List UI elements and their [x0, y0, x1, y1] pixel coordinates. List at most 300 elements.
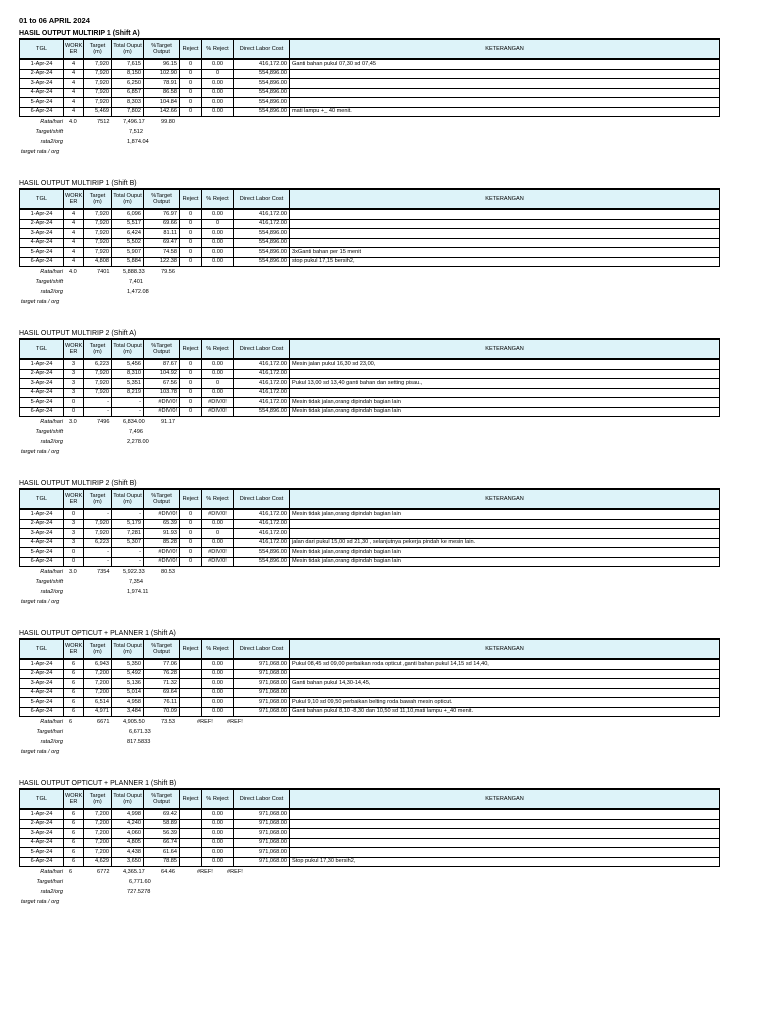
- table-cell[interactable]: 6,424: [112, 229, 144, 239]
- table-cell[interactable]: [180, 819, 202, 829]
- table-cell[interactable]: 0.00: [202, 538, 234, 548]
- table-cell[interactable]: 76.28: [144, 669, 180, 679]
- table-cell[interactable]: 8,150: [112, 69, 144, 79]
- table-cell[interactable]: 4,958: [112, 698, 144, 708]
- table-cell[interactable]: 5,136: [112, 679, 144, 689]
- table-cell[interactable]: 4: [64, 69, 84, 79]
- table-cell[interactable]: -: [84, 548, 112, 558]
- keterangan-cell[interactable]: Mesin tidak jalan,orang dipindah bagian lain: [290, 398, 720, 408]
- table-cell[interactable]: 416,172.00: [234, 538, 290, 548]
- table-cell[interactable]: -: [84, 509, 112, 519]
- keterangan-cell[interactable]: [290, 688, 720, 698]
- table-cell[interactable]: 6-Apr-24: [20, 407, 64, 417]
- table-cell[interactable]: 4,240: [112, 819, 144, 829]
- keterangan-cell[interactable]: Stop pukul 17,30 bersih2,: [290, 857, 720, 867]
- keterangan-cell[interactable]: Mesin tidak jalan,orang dipindah bagian lain: [290, 407, 720, 417]
- keterangan-cell[interactable]: [290, 809, 720, 819]
- table-cell[interactable]: 5-Apr-24: [20, 848, 64, 858]
- table-cell[interactable]: 554,896.00: [234, 229, 290, 239]
- table-cell[interactable]: 0.00: [202, 698, 234, 708]
- table-cell[interactable]: 971,068.00: [234, 829, 290, 839]
- table-cell[interactable]: 0: [180, 59, 202, 69]
- table-cell[interactable]: 554,896.00: [234, 69, 290, 79]
- table-cell[interactable]: 971,068.00: [234, 679, 290, 689]
- table-cell[interactable]: 416,172.00: [234, 219, 290, 229]
- table-cell[interactable]: 5-Apr-24: [20, 98, 64, 108]
- table-cell[interactable]: 0: [180, 509, 202, 519]
- keterangan-cell[interactable]: Mesin tidak jalan,orang dipindah bagian lain: [290, 509, 720, 519]
- table-cell[interactable]: 0: [180, 238, 202, 248]
- table-cell[interactable]: 416,172.00: [234, 379, 290, 389]
- keterangan-cell[interactable]: Ganti bahan pukul 07,30 sd 07,45: [290, 59, 720, 69]
- table-cell[interactable]: 0: [64, 548, 84, 558]
- table-cell[interactable]: [180, 848, 202, 858]
- table-cell[interactable]: 70.09: [144, 707, 180, 717]
- table-cell[interactable]: 78.85: [144, 857, 180, 867]
- table-cell[interactable]: 971,068.00: [234, 838, 290, 848]
- table-cell[interactable]: 0: [180, 257, 202, 267]
- table-cell[interactable]: 91.93: [144, 529, 180, 539]
- keterangan-cell[interactable]: 3xGanti bahan per 15 menit: [290, 248, 720, 258]
- table-cell[interactable]: 0: [180, 79, 202, 89]
- table-cell[interactable]: 416,172.00: [234, 509, 290, 519]
- table-cell[interactable]: 2-Apr-24: [20, 519, 64, 529]
- keterangan-cell[interactable]: stop pukul 17,15 bersih2,: [290, 257, 720, 267]
- keterangan-cell[interactable]: [290, 669, 720, 679]
- table-cell[interactable]: 5,907: [112, 248, 144, 258]
- table-cell[interactable]: 6: [64, 829, 84, 839]
- table-cell[interactable]: 5,884: [112, 257, 144, 267]
- table-cell[interactable]: 1-Apr-24: [20, 509, 64, 519]
- table-cell[interactable]: [180, 857, 202, 867]
- table-cell[interactable]: 7,920: [84, 209, 112, 219]
- table-cell[interactable]: 7,920: [84, 248, 112, 258]
- table-cell[interactable]: 7,200: [84, 819, 112, 829]
- table-cell[interactable]: 4-Apr-24: [20, 238, 64, 248]
- table-cell[interactable]: [180, 669, 202, 679]
- table-cell[interactable]: 6: [64, 819, 84, 829]
- keterangan-cell[interactable]: Mesin jalan pukul 16,30 sd 23,00,: [290, 359, 720, 369]
- table-cell[interactable]: 3: [64, 538, 84, 548]
- keterangan-cell[interactable]: [290, 229, 720, 239]
- table-cell[interactable]: -: [112, 398, 144, 408]
- table-cell[interactable]: 5,456: [112, 359, 144, 369]
- table-cell[interactable]: 5-Apr-24: [20, 548, 64, 558]
- table-cell[interactable]: 3,484: [112, 707, 144, 717]
- table-cell[interactable]: [180, 698, 202, 708]
- table-cell[interactable]: 7,920: [84, 229, 112, 239]
- table-cell[interactable]: 0: [180, 379, 202, 389]
- keterangan-cell[interactable]: Mesin tidak jalan,orang dipindah bagian lain: [290, 548, 720, 558]
- keterangan-cell[interactable]: Pukul 13,00 sd 13,40 ganti bahan dan setting pisau.,: [290, 379, 720, 389]
- table-cell[interactable]: 0: [180, 407, 202, 417]
- table-cell[interactable]: 81.11: [144, 229, 180, 239]
- table-cell[interactable]: 4,060: [112, 829, 144, 839]
- table-cell[interactable]: 416,172.00: [234, 359, 290, 369]
- table-cell[interactable]: 4: [64, 209, 84, 219]
- table-cell[interactable]: -: [112, 509, 144, 519]
- table-cell[interactable]: 0: [202, 69, 234, 79]
- table-cell[interactable]: 0: [180, 548, 202, 558]
- table-cell[interactable]: 1-Apr-24: [20, 809, 64, 819]
- table-cell[interactable]: -: [112, 407, 144, 417]
- table-cell[interactable]: 104.84: [144, 98, 180, 108]
- table-cell[interactable]: 6,223: [84, 359, 112, 369]
- table-cell[interactable]: 6-Apr-24: [20, 107, 64, 117]
- table-cell[interactable]: 0: [202, 529, 234, 539]
- table-cell[interactable]: 971,068.00: [234, 707, 290, 717]
- table-cell[interactable]: 4,438: [112, 848, 144, 858]
- table-cell[interactable]: #DIV/0!: [144, 548, 180, 558]
- table-cell[interactable]: 554,896.00: [234, 248, 290, 258]
- table-cell[interactable]: 8,310: [112, 369, 144, 379]
- table-cell[interactable]: 58.89: [144, 819, 180, 829]
- table-cell[interactable]: 7,200: [84, 848, 112, 858]
- table-cell[interactable]: [180, 838, 202, 848]
- table-cell[interactable]: 971,068.00: [234, 809, 290, 819]
- keterangan-cell[interactable]: Ganti bahan pukul 8,10 -8,30 dan 10,50 sd 11,10,mati lampu +_40 menit.: [290, 707, 720, 717]
- table-cell[interactable]: -: [112, 548, 144, 558]
- keterangan-cell[interactable]: [290, 819, 720, 829]
- table-cell[interactable]: 6,096: [112, 209, 144, 219]
- keterangan-cell[interactable]: Ganti bahan pukul 14,30-14,45,: [290, 679, 720, 689]
- table-cell[interactable]: 0.00: [202, 669, 234, 679]
- table-cell[interactable]: 0.00: [202, 388, 234, 398]
- table-cell[interactable]: [180, 829, 202, 839]
- table-cell[interactable]: 0.00: [202, 519, 234, 529]
- table-cell[interactable]: 0: [64, 407, 84, 417]
- table-cell[interactable]: 554,896.00: [234, 88, 290, 98]
- table-cell[interactable]: 0: [180, 248, 202, 258]
- table-cell[interactable]: 3-Apr-24: [20, 229, 64, 239]
- table-cell[interactable]: 104.92: [144, 369, 180, 379]
- table-cell[interactable]: 61.64: [144, 848, 180, 858]
- table-cell[interactable]: 78.91: [144, 79, 180, 89]
- table-cell[interactable]: 554,896.00: [234, 238, 290, 248]
- table-cell[interactable]: 2-Apr-24: [20, 819, 64, 829]
- table-cell[interactable]: 4: [64, 88, 84, 98]
- table-cell[interactable]: 0.00: [202, 857, 234, 867]
- table-cell[interactable]: 71.32: [144, 679, 180, 689]
- table-cell[interactable]: 4: [64, 238, 84, 248]
- keterangan-cell[interactable]: jalan dari pukul 15,00 sd 21,30 , selanjutnya pekerja pindah ke mesin lain.: [290, 538, 720, 548]
- table-cell[interactable]: 7,920: [84, 79, 112, 89]
- table-cell[interactable]: 0.00: [202, 248, 234, 258]
- table-cell[interactable]: 86.58: [144, 88, 180, 98]
- table-cell[interactable]: 7,920: [84, 88, 112, 98]
- table-cell[interactable]: 971,068.00: [234, 857, 290, 867]
- table-cell[interactable]: 4,808: [84, 257, 112, 267]
- table-cell[interactable]: 4-Apr-24: [20, 838, 64, 848]
- table-cell[interactable]: 7,920: [84, 219, 112, 229]
- keterangan-cell[interactable]: [290, 238, 720, 248]
- keterangan-cell[interactable]: [290, 219, 720, 229]
- table-cell[interactable]: 7,920: [84, 369, 112, 379]
- table-cell[interactable]: 0.00: [202, 809, 234, 819]
- table-cell[interactable]: #DIV/0!: [202, 407, 234, 417]
- table-cell[interactable]: 0.00: [202, 838, 234, 848]
- table-cell[interactable]: 0: [180, 107, 202, 117]
- table-cell[interactable]: 0: [180, 369, 202, 379]
- table-cell[interactable]: 0.00: [202, 707, 234, 717]
- table-cell[interactable]: 6-Apr-24: [20, 257, 64, 267]
- table-cell[interactable]: 7,200: [84, 688, 112, 698]
- table-cell[interactable]: 85.28: [144, 538, 180, 548]
- table-cell[interactable]: 103.78: [144, 388, 180, 398]
- table-cell[interactable]: -: [112, 557, 144, 567]
- table-cell[interactable]: 7,920: [84, 98, 112, 108]
- table-cell[interactable]: 0.00: [202, 829, 234, 839]
- table-cell[interactable]: 3: [64, 369, 84, 379]
- table-cell[interactable]: 3: [64, 529, 84, 539]
- table-cell[interactable]: 554,896.00: [234, 79, 290, 89]
- keterangan-cell[interactable]: [290, 829, 720, 839]
- table-cell[interactable]: 0: [180, 398, 202, 408]
- keterangan-cell[interactable]: [290, 848, 720, 858]
- table-cell[interactable]: 3: [64, 519, 84, 529]
- table-cell[interactable]: 2-Apr-24: [20, 369, 64, 379]
- table-cell[interactable]: 6,223: [84, 538, 112, 548]
- table-cell[interactable]: 4: [64, 219, 84, 229]
- table-cell[interactable]: 416,172.00: [234, 529, 290, 539]
- table-cell[interactable]: 0: [180, 88, 202, 98]
- table-cell[interactable]: 6: [64, 659, 84, 669]
- table-cell[interactable]: 0.00: [202, 209, 234, 219]
- table-cell[interactable]: 7,200: [84, 669, 112, 679]
- table-cell[interactable]: 554,896.00: [234, 557, 290, 567]
- table-cell[interactable]: #DIV/0!: [144, 407, 180, 417]
- table-cell[interactable]: 5,492: [112, 669, 144, 679]
- table-cell[interactable]: 416,172.00: [234, 388, 290, 398]
- table-cell[interactable]: #DIV/0!: [144, 509, 180, 519]
- table-cell[interactable]: 6-Apr-24: [20, 707, 64, 717]
- table-cell[interactable]: 6: [64, 848, 84, 858]
- table-cell[interactable]: [180, 707, 202, 717]
- table-cell[interactable]: 0: [202, 219, 234, 229]
- table-cell[interactable]: 3-Apr-24: [20, 379, 64, 389]
- table-cell[interactable]: #DIV/0!: [202, 509, 234, 519]
- table-cell[interactable]: 69.42: [144, 809, 180, 819]
- table-cell[interactable]: 3-Apr-24: [20, 79, 64, 89]
- table-cell[interactable]: 7,920: [84, 59, 112, 69]
- table-cell[interactable]: #DIV/0!: [202, 398, 234, 408]
- table-cell[interactable]: 0: [64, 398, 84, 408]
- table-cell[interactable]: -: [84, 398, 112, 408]
- table-cell[interactable]: 5,350: [112, 659, 144, 669]
- table-cell[interactable]: 4-Apr-24: [20, 538, 64, 548]
- table-cell[interactable]: 3-Apr-24: [20, 529, 64, 539]
- table-cell[interactable]: 6: [64, 669, 84, 679]
- table-cell[interactable]: 0.00: [202, 98, 234, 108]
- table-cell[interactable]: 416,172.00: [234, 519, 290, 529]
- table-cell[interactable]: 5,307: [112, 538, 144, 548]
- table-cell[interactable]: 971,068.00: [234, 819, 290, 829]
- table-cell[interactable]: 7,920: [84, 529, 112, 539]
- table-cell[interactable]: 0.00: [202, 819, 234, 829]
- table-cell[interactable]: 7,615: [112, 59, 144, 69]
- table-cell[interactable]: 0.00: [202, 688, 234, 698]
- table-cell[interactable]: 6-Apr-24: [20, 557, 64, 567]
- table-cell[interactable]: 7,200: [84, 838, 112, 848]
- table-cell[interactable]: 102.90: [144, 69, 180, 79]
- table-cell[interactable]: 2-Apr-24: [20, 669, 64, 679]
- table-cell[interactable]: 554,896.00: [234, 548, 290, 558]
- keterangan-cell[interactable]: [290, 98, 720, 108]
- table-cell[interactable]: 8,219: [112, 388, 144, 398]
- table-cell[interactable]: 4: [64, 248, 84, 258]
- table-cell[interactable]: 7,200: [84, 809, 112, 819]
- table-cell[interactable]: 74.58: [144, 248, 180, 258]
- table-cell[interactable]: 0: [64, 509, 84, 519]
- table-cell[interactable]: 0.00: [202, 359, 234, 369]
- table-cell[interactable]: 0: [202, 379, 234, 389]
- table-cell[interactable]: 66.74: [144, 838, 180, 848]
- table-cell[interactable]: 1-Apr-24: [20, 659, 64, 669]
- table-cell[interactable]: 5,351: [112, 379, 144, 389]
- table-cell[interactable]: 7,920: [84, 69, 112, 79]
- keterangan-cell[interactable]: [290, 519, 720, 529]
- table-cell[interactable]: 8,303: [112, 98, 144, 108]
- table-cell[interactable]: 6: [64, 688, 84, 698]
- table-cell[interactable]: 7,920: [84, 388, 112, 398]
- table-cell[interactable]: 6: [64, 809, 84, 819]
- keterangan-cell[interactable]: [290, 369, 720, 379]
- table-cell[interactable]: 554,896.00: [234, 407, 290, 417]
- table-cell[interactable]: 0.00: [202, 79, 234, 89]
- table-cell[interactable]: 3: [64, 379, 84, 389]
- table-cell[interactable]: 6: [64, 698, 84, 708]
- table-cell[interactable]: -: [84, 557, 112, 567]
- table-cell[interactable]: 3: [64, 388, 84, 398]
- table-cell[interactable]: 4,998: [112, 809, 144, 819]
- keterangan-cell[interactable]: [290, 838, 720, 848]
- keterangan-cell[interactable]: Mesin tidak jalan,orang dipindah bagian lain: [290, 557, 720, 567]
- table-cell[interactable]: 0: [180, 219, 202, 229]
- table-cell[interactable]: 416,172.00: [234, 369, 290, 379]
- table-cell[interactable]: 4: [64, 79, 84, 89]
- table-cell[interactable]: 554,896.00: [234, 257, 290, 267]
- table-cell[interactable]: 5,014: [112, 688, 144, 698]
- table-cell[interactable]: 4,629: [84, 857, 112, 867]
- table-cell[interactable]: 5,517: [112, 219, 144, 229]
- table-cell[interactable]: 5,469: [84, 107, 112, 117]
- table-cell[interactable]: 0: [180, 98, 202, 108]
- table-cell[interactable]: 971,068.00: [234, 688, 290, 698]
- table-cell[interactable]: #DIV/0!: [202, 557, 234, 567]
- table-cell[interactable]: 0: [180, 359, 202, 369]
- table-cell[interactable]: 76.97: [144, 209, 180, 219]
- keterangan-cell[interactable]: [290, 209, 720, 219]
- table-cell[interactable]: 6: [64, 679, 84, 689]
- table-cell[interactable]: 65.39: [144, 519, 180, 529]
- table-cell[interactable]: 6,514: [84, 698, 112, 708]
- keterangan-cell[interactable]: Pukul 9,10 sd 09,50 perbaikan belting roda bawah mesin opticut.: [290, 698, 720, 708]
- table-cell[interactable]: 0.00: [202, 679, 234, 689]
- keterangan-cell[interactable]: [290, 529, 720, 539]
- table-cell[interactable]: 0: [64, 557, 84, 567]
- table-cell[interactable]: 971,068.00: [234, 669, 290, 679]
- table-cell[interactable]: 0: [180, 529, 202, 539]
- table-cell[interactable]: 3: [64, 359, 84, 369]
- table-cell[interactable]: 3,650: [112, 857, 144, 867]
- table-cell[interactable]: 6: [64, 707, 84, 717]
- table-cell[interactable]: 5-Apr-24: [20, 248, 64, 258]
- table-cell[interactable]: 5,502: [112, 238, 144, 248]
- table-cell[interactable]: 6: [64, 857, 84, 867]
- table-cell[interactable]: 69.64: [144, 688, 180, 698]
- table-cell[interactable]: 7,200: [84, 829, 112, 839]
- table-cell[interactable]: 7,281: [112, 529, 144, 539]
- table-cell[interactable]: 142.66: [144, 107, 180, 117]
- table-cell[interactable]: #DIV/0!: [202, 548, 234, 558]
- table-cell[interactable]: 4: [64, 257, 84, 267]
- table-cell[interactable]: 7,200: [84, 679, 112, 689]
- table-cell[interactable]: 4: [64, 59, 84, 69]
- table-cell[interactable]: 0.00: [202, 107, 234, 117]
- table-cell[interactable]: 1-Apr-24: [20, 209, 64, 219]
- table-cell[interactable]: 56.39: [144, 829, 180, 839]
- table-cell[interactable]: 2-Apr-24: [20, 219, 64, 229]
- table-cell[interactable]: 0.00: [202, 659, 234, 669]
- table-cell[interactable]: 416,172.00: [234, 209, 290, 219]
- table-cell[interactable]: 77.06: [144, 659, 180, 669]
- table-cell[interactable]: 5-Apr-24: [20, 698, 64, 708]
- table-cell[interactable]: 7,920: [84, 519, 112, 529]
- table-cell[interactable]: [180, 659, 202, 669]
- table-cell[interactable]: 416,172.00: [234, 398, 290, 408]
- table-cell[interactable]: 6-Apr-24: [20, 857, 64, 867]
- table-cell[interactable]: 0: [180, 229, 202, 239]
- table-cell[interactable]: 4: [64, 229, 84, 239]
- table-cell[interactable]: 4-Apr-24: [20, 88, 64, 98]
- table-cell[interactable]: 5,179: [112, 519, 144, 529]
- table-cell[interactable]: 3-Apr-24: [20, 829, 64, 839]
- table-cell[interactable]: 4-Apr-24: [20, 388, 64, 398]
- table-cell[interactable]: 0.00: [202, 59, 234, 69]
- table-cell[interactable]: 0.00: [202, 369, 234, 379]
- table-cell[interactable]: #DIV/0!: [144, 398, 180, 408]
- table-cell[interactable]: 6,943: [84, 659, 112, 669]
- table-cell[interactable]: 87.67: [144, 359, 180, 369]
- table-cell[interactable]: 0.00: [202, 848, 234, 858]
- table-cell[interactable]: #DIV/0!: [144, 557, 180, 567]
- table-cell[interactable]: 7,920: [84, 238, 112, 248]
- table-cell[interactable]: 0.00: [202, 229, 234, 239]
- keterangan-cell[interactable]: [290, 88, 720, 98]
- table-cell[interactable]: 554,896.00: [234, 107, 290, 117]
- table-cell[interactable]: 0: [180, 69, 202, 79]
- keterangan-cell[interactable]: mati lampu +_ 40 menit.: [290, 107, 720, 117]
- table-cell[interactable]: 6,857: [112, 88, 144, 98]
- keterangan-cell[interactable]: Pukul 08,45 sd 09,00 perbaikan roda opticut ,ganti bahan pukul 14,15 sd 14,40,: [290, 659, 720, 669]
- table-cell[interactable]: [180, 809, 202, 819]
- table-cell[interactable]: 7,802: [112, 107, 144, 117]
- table-cell[interactable]: 6: [64, 838, 84, 848]
- keterangan-cell[interactable]: [290, 79, 720, 89]
- table-cell[interactable]: 1-Apr-24: [20, 359, 64, 369]
- table-cell[interactable]: 0: [180, 209, 202, 219]
- table-cell[interactable]: 4: [64, 98, 84, 108]
- table-cell[interactable]: 0: [180, 519, 202, 529]
- keterangan-cell[interactable]: [290, 69, 720, 79]
- table-cell[interactable]: 76.11: [144, 698, 180, 708]
- table-cell[interactable]: 67.56: [144, 379, 180, 389]
- table-cell[interactable]: 0.00: [202, 238, 234, 248]
- table-cell[interactable]: 0: [180, 557, 202, 567]
- table-cell[interactable]: 96.15: [144, 59, 180, 69]
- table-cell[interactable]: [180, 679, 202, 689]
- table-cell[interactable]: 0.00: [202, 257, 234, 267]
